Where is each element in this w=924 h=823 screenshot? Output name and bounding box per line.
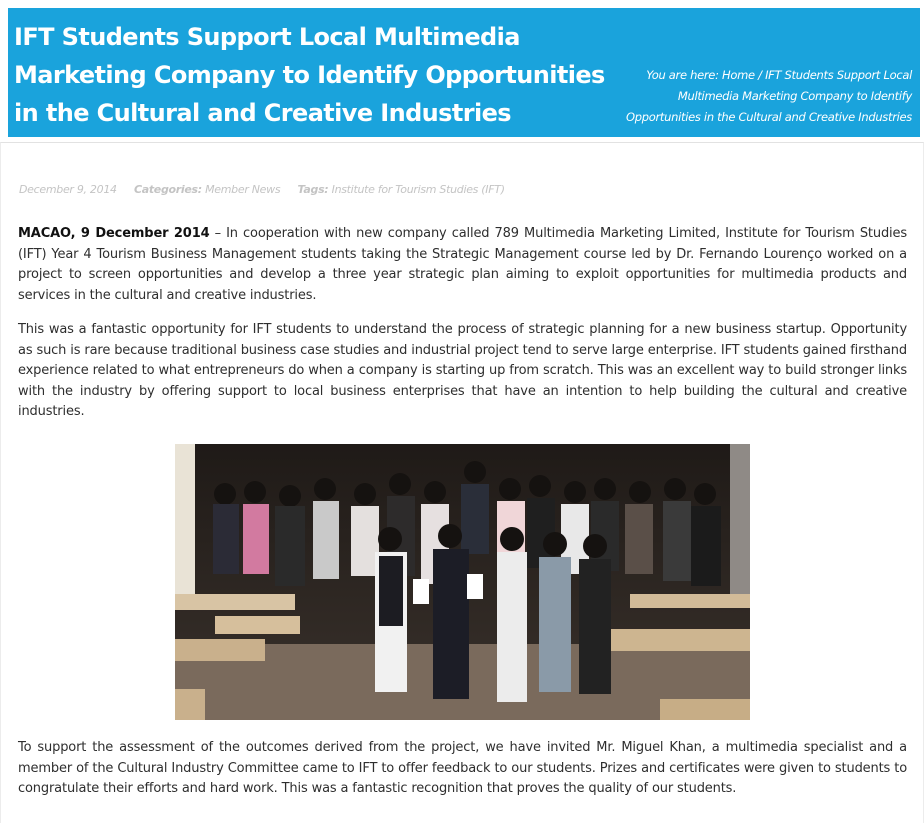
group-photo	[175, 444, 750, 720]
tag-link[interactable]: Institute for Tourism Studies (IFT)	[331, 183, 505, 196]
page-header	[8, 8, 920, 137]
breadcrumb-separator: /	[758, 68, 762, 82]
article-paragraph-3: To support the assessment of the outcomes derived from the project, we have invited Mr. Miguel Khan, a multimedia specialist and a member of the Cultural Industry Committee came to IFT to offer feedback to our students. Prizes and certificates were given to students to congratulate their efforts and hard work. This was a fantastic recognition that proves the quality of our students.	[18, 740, 907, 796]
category-link[interactable]: Member News	[205, 183, 281, 196]
breadcrumb-home-link[interactable]: Home	[722, 68, 755, 82]
article-lead: MACAO, 9 December 2014	[18, 226, 210, 241]
breadcrumb-current: IFT Students Support Local Multimedia Marketing Company to Identify Opportunities in the Cultural and Creative Industries	[626, 68, 912, 124]
article-paragraph-2: This was a fantastic opportunity for IFT students to understand the process of strategic planning for a new business startup. Opportunity as such is rare because traditional business case studies and industrial project tend to serve large enterprise. IFT students gained firsthand experience related to what entrepreneurs do when a company is starting up from scratch. This was an excellent way to build stronger links with the industry by offering support to local business enterprises that have an intention to help building the cultural and creative industries.	[18, 322, 907, 419]
categories-label: Categories:	[133, 183, 202, 196]
tags-label: Tags:	[297, 183, 329, 196]
breadcrumb	[612, 65, 912, 128]
post-meta	[19, 183, 505, 196]
article-body	[18, 224, 907, 423]
group-photo-image	[175, 444, 750, 720]
post-date: December 9, 2014	[19, 183, 117, 196]
page-title: IFT Students Support Local Multimedia Marketing Company to Identify Opportunities in the Cultural and Creative Industries	[14, 23, 605, 127]
paragraph-1-text: – In cooperation with new company called 789 Multimedia Marketing Limited, Institute for Tourism Studies (IFT) Year 4 Tourism Business Management students taking the Strategic Management course led by Dr. Fernando Lourenço worked on a project to screen opportunities and develop a three year strategic plan aiming to exploit opportunities for multimedia products and services in the cultural and creative industries.	[18, 226, 907, 303]
breadcrumb-prefix: You are here:	[646, 68, 719, 82]
article-paragraph-1	[18, 224, 907, 306]
